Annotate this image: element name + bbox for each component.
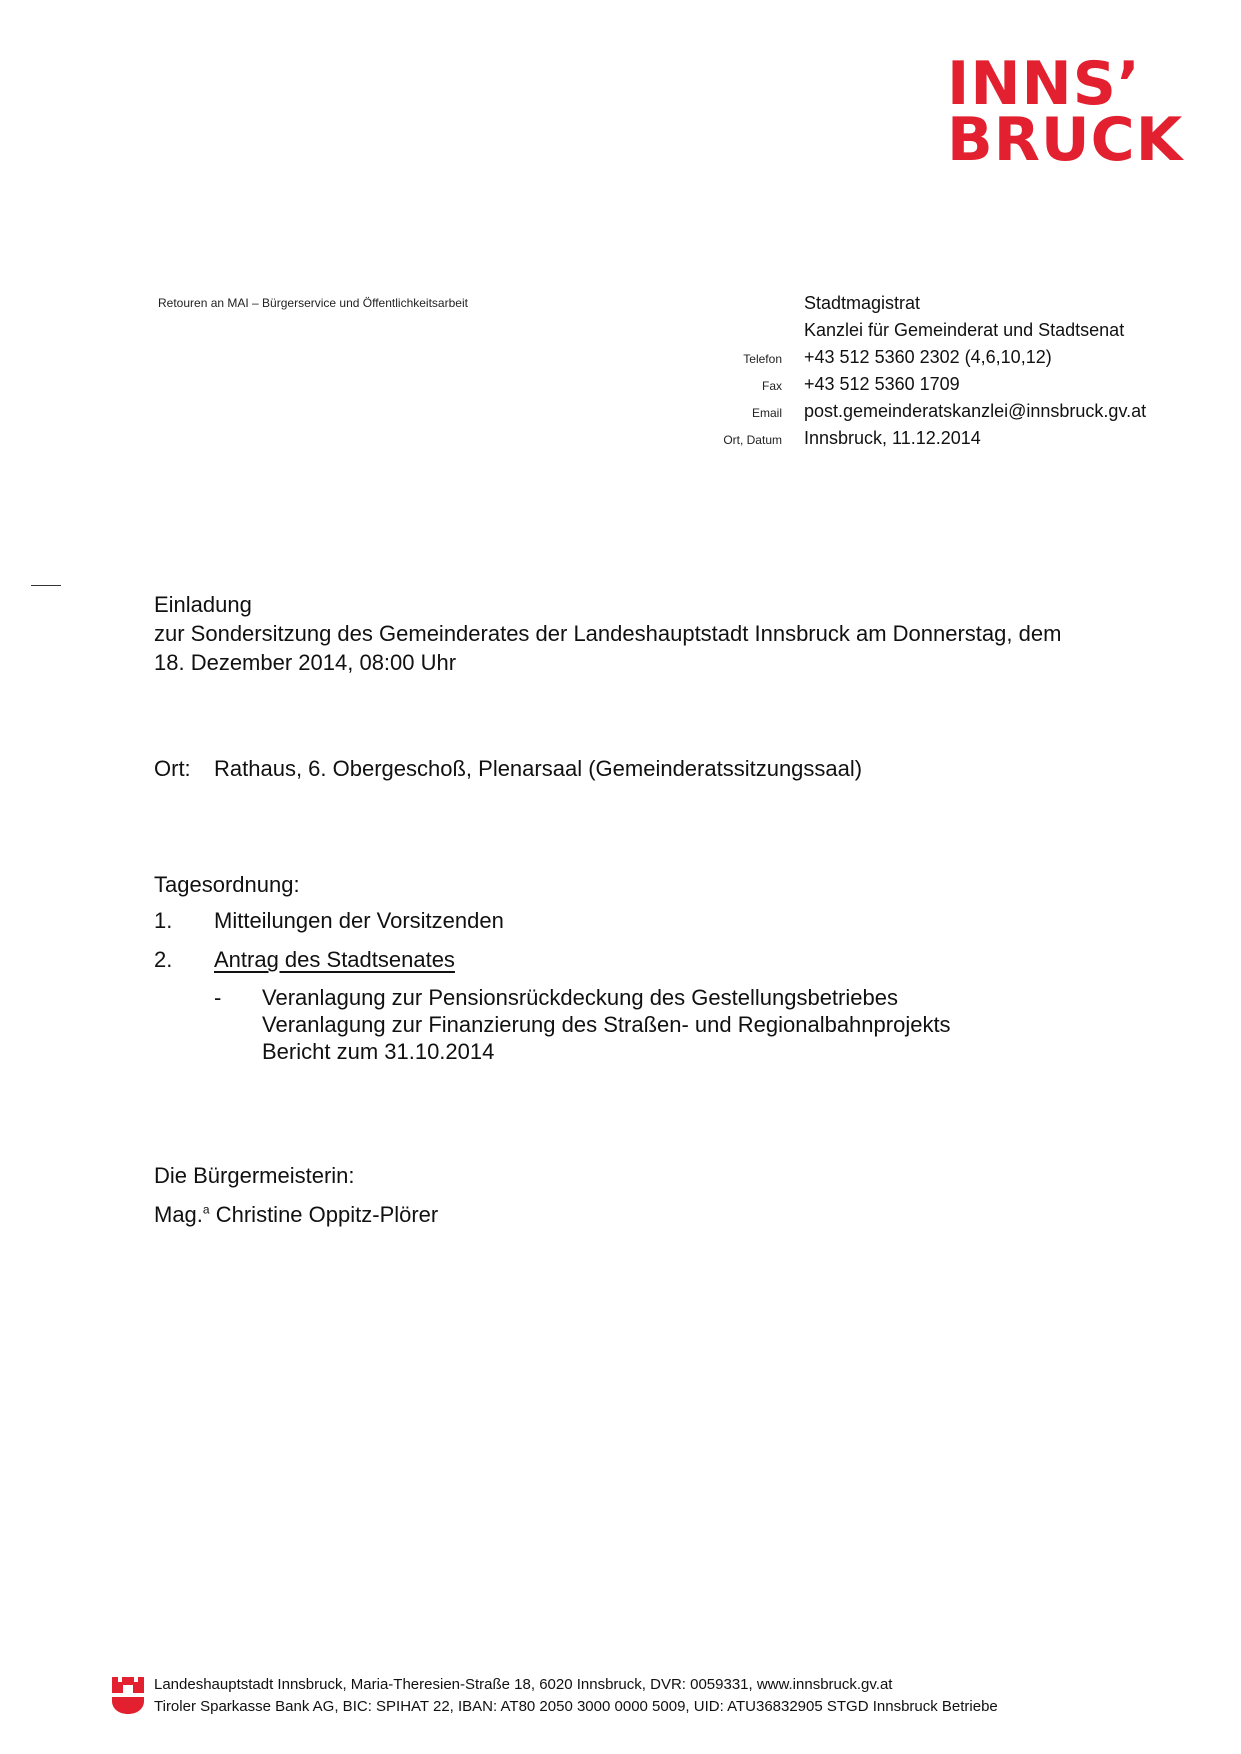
email-label: Email [751, 406, 782, 420]
logo-line-2: BRUCK [947, 105, 1184, 175]
location-value: Rathaus, 6. Obergeschoß, Plenarsaal (Gemeinderatssitzungssaal) [214, 756, 863, 781]
signature-role: Die Bürgermeisterin: [154, 1163, 355, 1188]
email-value: post.gemeinderatskanzlei@innsbruck.gv.at [804, 401, 1147, 421]
location-label: Ort: [154, 756, 191, 781]
footer [154, 1674, 998, 1718]
footer-line-1: Landeshauptstadt Innsbruck, Maria-Theresien-Straße 18, 6020 Innsbruck, DVR: 0059331, www.innsbruck.gv.at [154, 1676, 893, 1693]
innsbruck-logo [947, 49, 1187, 176]
fold-mark [31, 585, 61, 586]
subject-line-1: Einladung [154, 592, 252, 617]
agenda-item [154, 947, 951, 986]
agenda-item [154, 908, 951, 947]
phone-value: +43 512 5360 2302 (4,6,10,12) [804, 347, 1052, 367]
signature-title: Mag. [154, 1202, 203, 1227]
footer-line-2: Tiroler Sparkasse Bank AG, BIC: SPIHAT 22, IBAN: AT80 2050 3000 0000 5009, UID: ATU36832905 STGD Innsbruck Betriebe [154, 1698, 998, 1715]
agenda [154, 872, 951, 1065]
fax-label: Fax [761, 379, 782, 393]
sender-office: Stadtmagistrat [804, 293, 921, 313]
agenda-subitem-line: Bericht zum 31.10.2014 [262, 1039, 495, 1064]
sender-department: Kanzlei für Gemeinderat und Stadtsenat [804, 320, 1125, 340]
signature-name-line [154, 1202, 438, 1241]
meeting-location [154, 756, 862, 782]
subject-line-2: zur Sondersitzung des Gemeinderates der Landeshauptstadt Innsbruck am Donnerstag, dem [154, 621, 1062, 646]
agenda-subitem-line: Veranlagung zur Finanzierung des Straßen- und Regionalbahnprojekts [262, 1012, 951, 1037]
logo-line-1: INNS’ [947, 49, 1141, 119]
agenda-heading: Tagesordnung: [154, 872, 300, 897]
place-date-label: Ort, Datum [723, 433, 782, 447]
city-crest-icon [111, 1675, 145, 1715]
signature-name: Christine Oppitz-Plörer [215, 1202, 439, 1227]
return-address: Retouren an MAI – Bürgerservice und Öffentlichkeitsarbeit [158, 296, 468, 310]
phone-label: Telefon [743, 352, 782, 366]
signature-title-sup: a [202, 1202, 210, 1217]
sender-block [690, 293, 1146, 455]
agenda-item-number: 1. [154, 908, 173, 933]
fax-value: +43 512 5360 1709 [804, 374, 960, 394]
agenda-subitem-dash: - [214, 985, 222, 1010]
subject-line-3: 18. Dezember 2014, 08:00 Uhr [154, 650, 457, 675]
agenda-item-number: 2. [154, 947, 173, 972]
subject [154, 590, 1144, 677]
agenda-subitem [214, 984, 951, 1065]
agenda-subitem-line: Veranlagung zur Pensionsrückdeckung des Gestellungsbetriebes [262, 985, 898, 1010]
place-date-value: Innsbruck, 11.12.2014 [804, 428, 981, 448]
agenda-item-text: Antrag des Stadtsenates [214, 947, 455, 972]
agenda-item-text: Mitteilungen der Vorsitzenden [214, 908, 504, 933]
signature-block [154, 1163, 438, 1241]
